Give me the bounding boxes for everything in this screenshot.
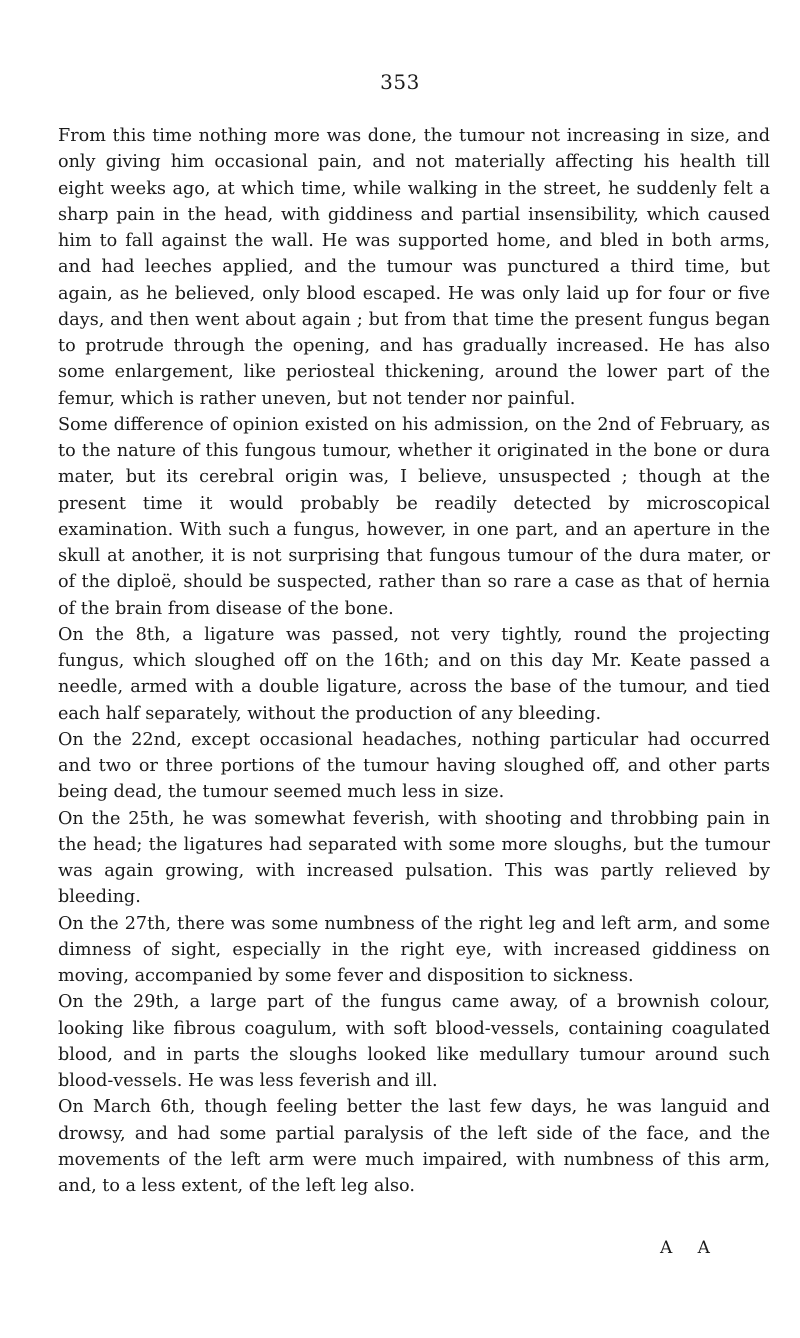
paragraph-1: From this time nothing more was done, the tumour not increasing in size, and only giving him occasional pain, and not materially affecting his health till eight weeks ago, at which time, while walking in the street, he suddenly felt a sharp pain in the head, with giddiness and partial insensibility, which caused him to fall against the wall. He was supported home, and bled in both arms, and had leeches applied, and the tumour was punctured a third time, but again, as he believed, only blood escaped. He was only laid up for four or five days, and then went about again ; but from that time the present fungus began to protrude through the opening, and has gradually increased. He has also some enlargement, like periosteal thickening, around the lower part of the femur, which is rather uneven, but not tender nor painful. <box>58 126 770 409</box>
paragraph-5: On the 25th, he was somewhat feverish, with shooting and throbbing pain in the head; the ligatures had separated with some more sloughs, but the tumour was again growing, with increased pulsation. This was partly relieved by bleeding. <box>58 808 770 908</box>
body-text <box>58 123 770 1199</box>
catchword: A A <box>660 1238 720 1258</box>
paragraph-2: Some difference of opinion existed on his admission, on the 2nd of February, as to the nature of this fungous tumour, whether it originated in the bone or dura mater, but its cerebral origin was, I believe, unsuspected ; though at the present time it would probably be readily detected by microscopical examination. With such a fungus, however, in one part, and an aperture in the skull at another, it is not surprising that fungous tumour of the dura mater, or of the diploë, should be suspected, rather than so rare a case as that of hernia of the brain from disease of the bone. <box>58 414 770 619</box>
paragraph-3: On the 8th, a ligature was passed, not very tightly, round the projecting fungus, which sloughed off on the 16th; and on this day Mr. Keate passed a needle, armed with a double ligature, across the base of the tumour, and tied each half separately, without the production of any bleeding. <box>58 624 770 724</box>
paragraph-4: On the 22nd, except occasional headaches, nothing particular had occurred and two or three portions of the tumour having sloughed off, and other parts being dead, the tumour seemed much less in size. <box>58 729 770 803</box>
paragraph-6: On the 27th, there was some numbness of the right leg and left arm, and some dimness of sight, especially in the right eye, with increased giddiness on moving, accompanied by some fever and disposition to sickness. <box>58 913 770 986</box>
paragraph-7: On the 29th, a large part of the fungus came away, of a brownish colour, looking like fibrous coagulum, with soft blood-vessels, containing coagulated blood, and in parts the sloughs looked like medullary tumour around such blood-vessels. He was less feverish and ill. <box>58 992 770 1091</box>
page-number: 353 <box>380 70 420 94</box>
paragraph-8: On March 6th, though feeling better the last few days, he was languid and drowsy, and had some partial paralysis of the left side of the face, and the movements of the left arm were much impaired, with numbness of this arm, and, to a less extent, of the left leg also. <box>58 1097 770 1196</box>
